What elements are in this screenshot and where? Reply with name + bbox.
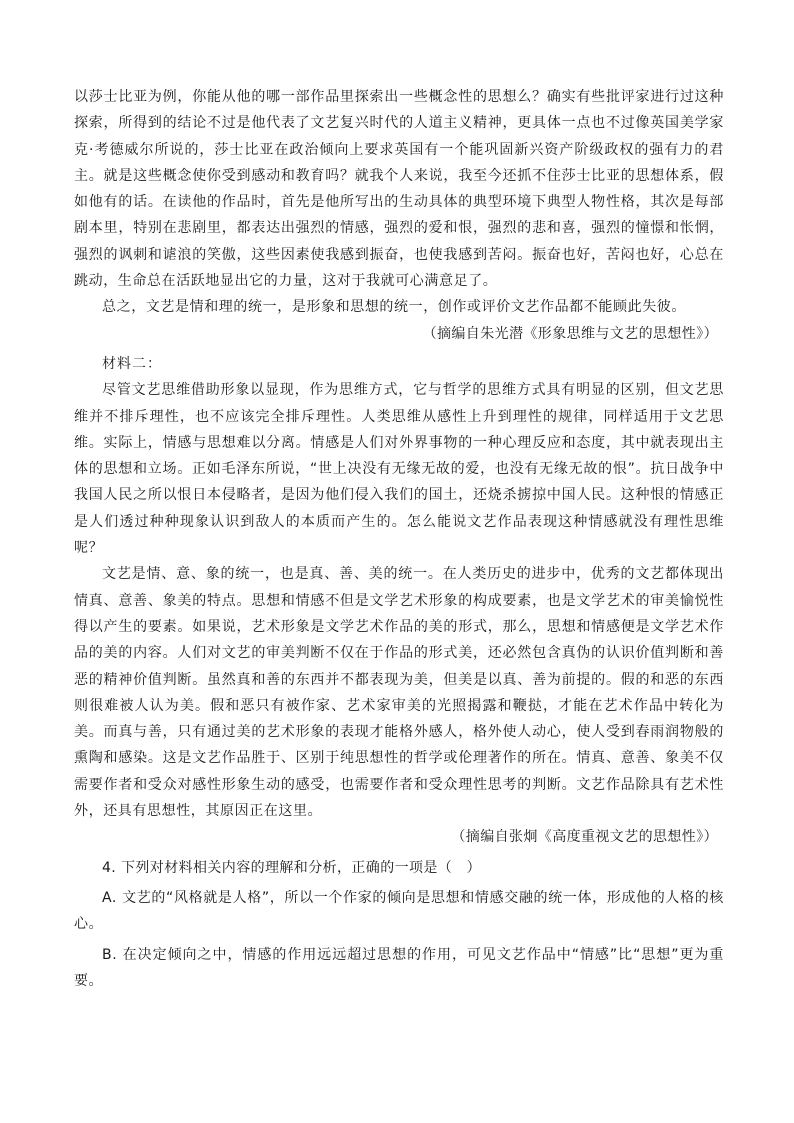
document-page — [74, 84, 724, 994]
question-stem: 4. 下列对材料相关内容的理解和分析，正确的一项是（ ） — [102, 859, 482, 876]
paragraph-truth-goodness-beauty: 文艺是情、意、象的统一，也是真、善、美的统一。在人类历史的进步中，优秀的文艺都体现出情真、意善、象美的特点。思想和情感不但是文学艺术形象的构成要素，也是文学艺术的审美愉悦性得以产生的要素。如果说，艺术形象是文学艺术作品的美的形式，那么，思想和情感便是文学艺术作品的美的内容。人们对文艺的审美判断不仅在于作品的形式美，还必然包含真伪的认识价值判断和善恶的精神价值判断。虽然真和善的东西并不都表现为美，但美是以真、善为前提的。假的和恶的东西则很难被人认为美。假和恶只有被作家、艺术家审美的光照揭露和鞭挞，才能在艺术作品中转化为美。而真与善，只有通过美的艺术形象的表现才能格外感人，格外使人动心，使人受到春雨润物般的熏陶和感染。这是文艺作品胜于、区别于纯思想性的哲学或伦理著作的所在。情真、意善、象美不仅需要作者和受众对感性形象生动的感受，也需要作者和受众理性思考的判断。文艺作品除具有艺术性外，还具有思想性，其原因正在这里。 — [74, 566, 724, 820]
source-citation-2: （摘编自张炯《高度重视文艺的思想性》） — [451, 829, 718, 846]
paragraph-summary: 总之，文艺是情和理的统一，是形象和思想的统一，创作或评价文艺作品都不能顾此失彼。 — [102, 299, 686, 316]
paragraph-shakespeare-example: 以莎士比亚为例，你能从他的哪一部作品里探索出一些概念性的思想么？确实有些批评家进行过这种探索，所得到的结论不过是他代表了文艺复兴时代的人道主义精神，更具体一点也不过像英国美学家克·考德威尔所说的，莎士比亚在政治倾向上要求英国有一个能巩固新兴资产阶级政权的强有力的君主。就是这些概念使你受到感动和教育吗？就我个人来说，我至今还抓不住莎士比亚的思想体系，假如他有的话。在读他的作品时，首先是他所写出的生动具体的典型环境下典型人物性格，其次是每部剧本里，特别在悲剧里，都表达出强烈的情感，强烈的爱和恨，强烈的悲和喜，强烈的憧憬和怅惘，强烈的讽刺和谑浪的笑傲，这些因素使我感到振奋，也使我感到苦闷。振奋也好，苦闷也好，心总在跳动，生命总在活跃地显出它的力量，这对于我就可心满意足了。 — [74, 89, 724, 290]
option-a: A. 文艺的“风格就是人格”，所以一个作家的倾向是思想和情感交融的统一体，形成他的人格的核心。 — [74, 889, 724, 933]
option-b: B. 在决定倾向之中，情感的作用远远超过思想的作用，可见文艺作品中“情感”比“思想”更为重要。 — [74, 946, 724, 989]
source-citation-1: （摘编自朱光潜《形象思维与文艺的思想性》） — [422, 325, 718, 342]
paragraph-thinking-and-reason: 尽管文艺思维借助形象以显现，作为思维方式，它与哲学的思维方式具有明显的区别，但文艺思维并不排斥理性，也不应该完全排斥理性。人类思维从感性上升到理性的规律，同样适用于文艺思维。实际上，情感与思想难以分离。情感是人们对外界事物的一种心理反应和态度，其中就表现出主体的思想和立场。正如毛泽东所说，“世上决没有无缘无故的爱，也没有无缘无故的恨”。抗日战争中我国人民之所以恨日本侵略者，是因为他们侵入我们的国土，还烧杀掳掠中国人民。这种恨的情感正是人们透过种种现象认识到敌人的本质而产生的。怎么能说文艺作品表现这种情感就没有理性思维呢？ — [74, 382, 724, 557]
material-2-label: 材料二： — [102, 355, 162, 372]
